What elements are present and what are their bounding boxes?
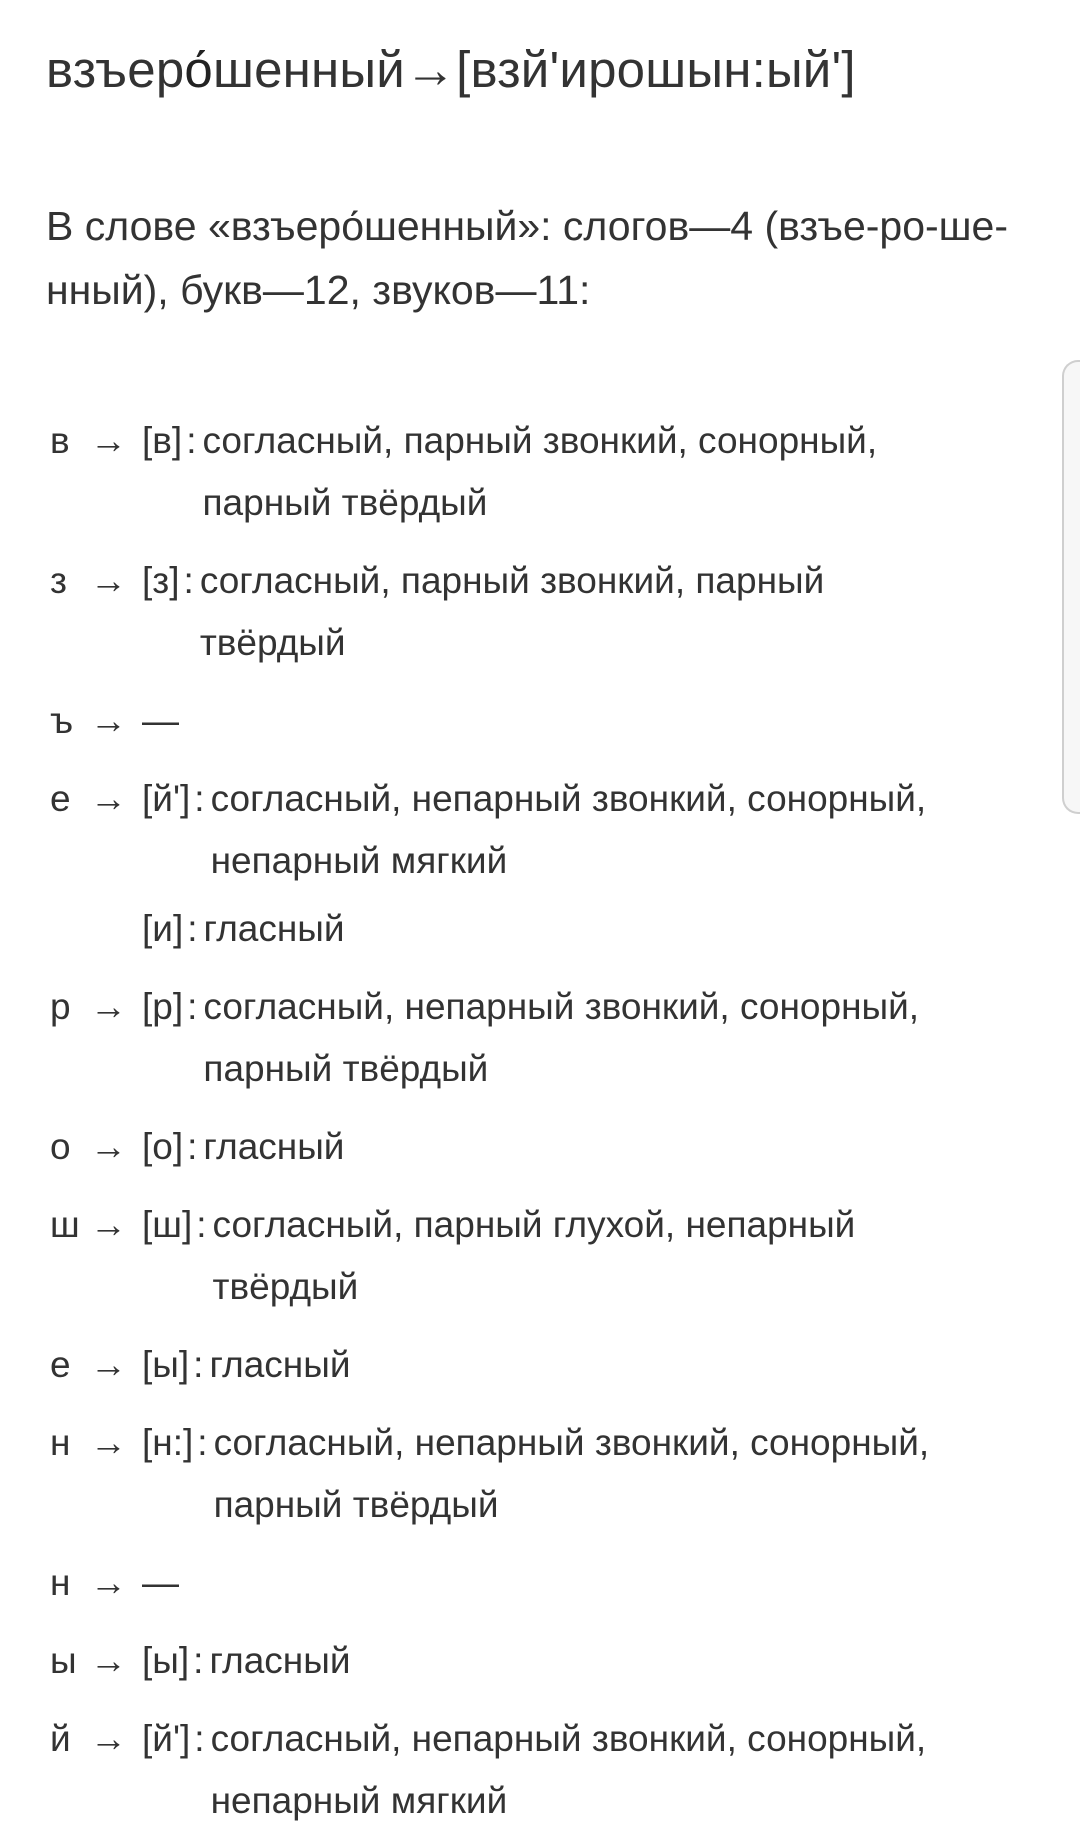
sound-description: согласный, парный звонкий, парный твёрдый — [199, 560, 825, 663]
sound-description: гласный — [203, 1126, 345, 1167]
separator: : — [197, 1422, 208, 1463]
separator: : — [194, 1718, 205, 1759]
word-heading — [46, 38, 856, 102]
separator: : — [194, 778, 205, 819]
list-item — [50, 550, 1030, 674]
letter: з — [50, 560, 67, 601]
letter: й — [50, 1718, 71, 1759]
list-item — [50, 1194, 1030, 1318]
sound-description: согласный, непарный звонкий, сонорный, непарный мягкий — [210, 1718, 927, 1821]
list-item — [50, 976, 1030, 1100]
separator: : — [187, 1126, 198, 1167]
list-item — [50, 1708, 1030, 1832]
list-item — [50, 768, 1030, 892]
arrow: → — [90, 986, 127, 1027]
heading-stressed-vowel: о́ — [184, 41, 213, 98]
sound: [р] — [142, 986, 184, 1027]
word-summary: В слове «взъеро́шенный»: слогов—4 (взъе-ро-ше-нный), букв—12, звуков—11: — [46, 203, 1008, 313]
separator: : — [183, 560, 194, 601]
sound-description: гласный — [203, 908, 345, 949]
sound: — — [142, 700, 179, 741]
sound-description: согласный, парный глухой, непарный твёрдый — [212, 1204, 856, 1307]
arrow: → — [90, 1204, 127, 1245]
heading-word-end: шенный — [212, 41, 405, 98]
arrow: → — [90, 560, 127, 601]
letter: ъ — [50, 700, 74, 741]
list-item — [50, 1630, 1030, 1692]
list-item — [50, 898, 1030, 960]
letter: е — [50, 1344, 71, 1385]
side-panel-handle[interactable] — [1062, 360, 1080, 814]
letter: о — [50, 1126, 71, 1167]
sound: [й'] — [142, 1718, 191, 1759]
list-item — [50, 410, 1030, 534]
arrow: → — [90, 1718, 127, 1759]
separator: : — [193, 1640, 204, 1681]
arrow: → — [90, 1422, 127, 1463]
letter: е — [50, 778, 71, 819]
sound: [й'] — [142, 778, 191, 819]
separator: : — [193, 1344, 204, 1385]
sound: [з] — [142, 560, 180, 601]
sound: [ы] — [142, 1344, 190, 1385]
letter: ш — [50, 1204, 80, 1245]
sound: [о] — [142, 1126, 184, 1167]
arrow: → — [90, 1640, 127, 1681]
arrow: → — [90, 1344, 127, 1385]
separator: : — [186, 420, 197, 461]
letter: ы — [50, 1640, 77, 1681]
sound: [и] — [142, 908, 184, 949]
phonetic-analysis-list — [50, 410, 1030, 1848]
list-item — [50, 1412, 1030, 1536]
arrow: → — [90, 1126, 127, 1167]
sound-description: согласный, парный звонкий, сонорный, парный твёрдый — [202, 420, 878, 523]
heading-transcription: [взй'ирошын:ый'] — [456, 41, 856, 98]
arrow: → — [90, 420, 127, 461]
sound-description: согласный, непарный звонкий, сонорный, парный твёрдый — [203, 986, 920, 1089]
arrow: → — [90, 778, 127, 819]
letter: н — [50, 1562, 71, 1603]
letter: н — [50, 1422, 71, 1463]
heading-word-start: взъер — [46, 41, 185, 98]
arrow: → — [90, 1562, 127, 1603]
list-item — [50, 690, 1030, 752]
separator: : — [187, 908, 198, 949]
sound-description: гласный — [209, 1344, 351, 1385]
arrow: → — [90, 700, 127, 741]
separator: : — [196, 1204, 207, 1245]
letter: р — [50, 986, 71, 1027]
sound: [ш] — [142, 1204, 193, 1245]
heading-arrow: → — [404, 41, 457, 98]
sound-description: гласный — [209, 1640, 351, 1681]
sound-description: согласный, непарный звонкий, сонорный, парный твёрдый — [213, 1422, 930, 1525]
sound: [н:] — [142, 1422, 194, 1463]
sound: [ы] — [142, 1640, 190, 1681]
list-item — [50, 1552, 1030, 1614]
letter: в — [50, 420, 70, 461]
sound: [в] — [142, 420, 183, 461]
separator: : — [187, 986, 198, 1027]
sound: — — [142, 1562, 179, 1603]
sound-description: согласный, непарный звонкий, сонорный, непарный мягкий — [210, 778, 927, 881]
list-item — [50, 1116, 1030, 1178]
list-item — [50, 1334, 1030, 1396]
